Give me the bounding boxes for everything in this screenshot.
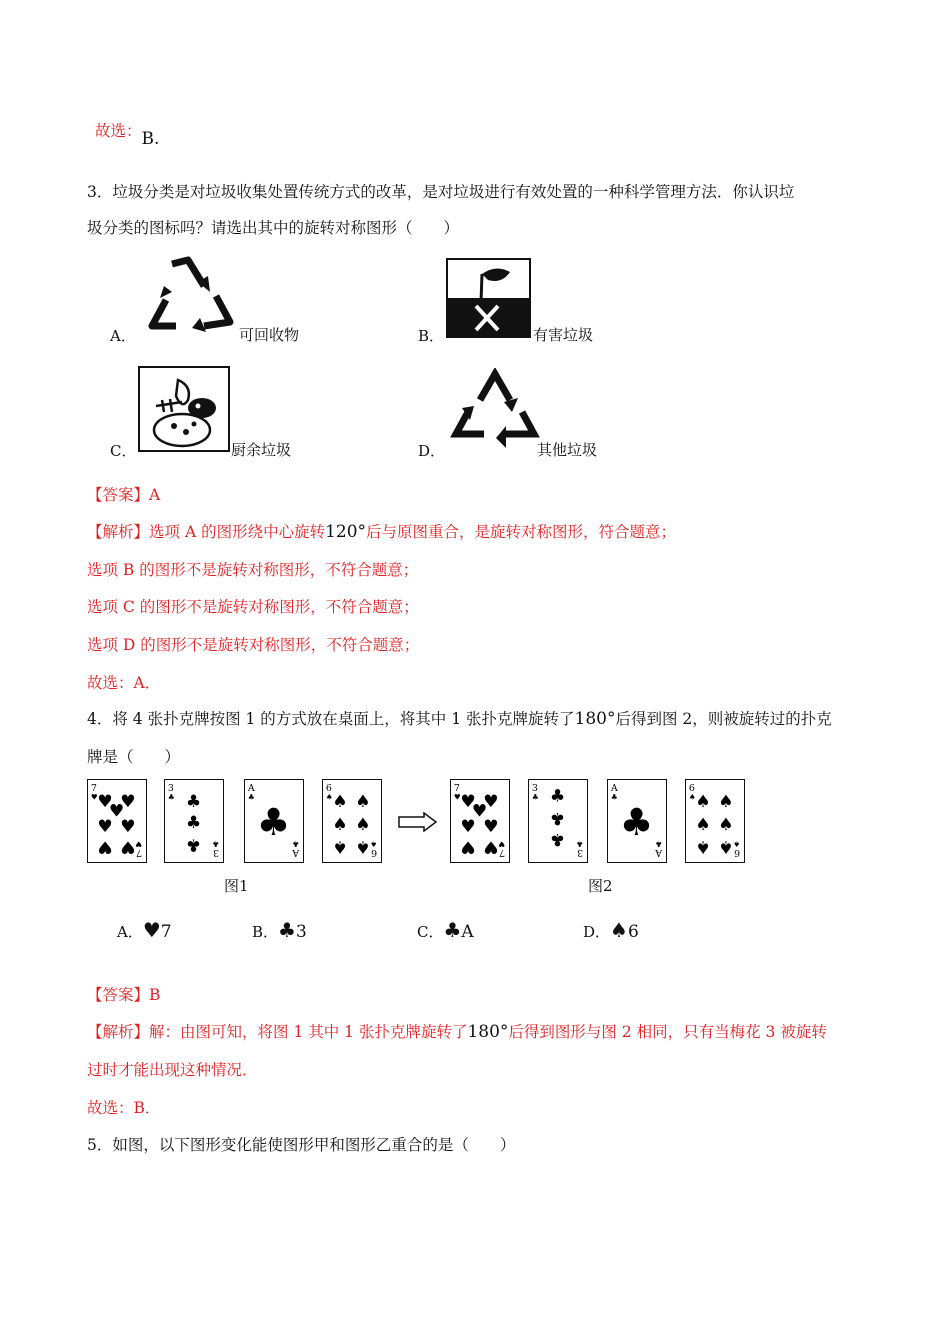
- playing-card-fig1-1: [87, 779, 147, 863]
- card-rank-label: A: [655, 846, 663, 858]
- q4-analysis-line1: 【解析】解：由图可知，将图 1 其中 1 张扑克牌旋转了180°后得到图形与图 2 相同，只有当梅花 3 被旋转: [87, 1022, 827, 1042]
- club-pip-icon: ♣: [185, 792, 202, 813]
- heart-pip-icon: ♥: [460, 836, 476, 857]
- q4-option-a: A．♥7: [117, 918, 172, 942]
- q3-conclusion: 故选：A．: [87, 674, 161, 692]
- q3-option-a-letter: A．: [110, 327, 136, 345]
- card-rank-label: 7: [90, 783, 97, 795]
- heart-icon: ♥: [498, 839, 506, 849]
- kitchen-waste-icon: [138, 366, 230, 452]
- spade-pip-icon: ♠: [695, 815, 711, 835]
- heart-pip-icon: ♥: [460, 792, 476, 813]
- spade-icon: ♠: [733, 839, 741, 849]
- q3-option-c-caption: 厨余垃圾: [231, 441, 292, 459]
- card-rank-label: 7: [136, 846, 143, 858]
- spade-pip-icon: ♠: [355, 792, 371, 813]
- heart-pip-icon: ♥: [483, 836, 499, 857]
- q3-option-c-letter: C．: [110, 442, 137, 460]
- spade-icon: ♠: [610, 918, 628, 942]
- q4-option-b: B．♣3: [252, 918, 307, 942]
- q3-option-d-caption: 其他垃圾: [537, 441, 598, 459]
- card-rank-label: 6: [734, 846, 741, 858]
- spade-pip-icon: ♠: [355, 836, 371, 857]
- heart-pip-icon: ♥: [120, 792, 136, 813]
- q3-analysis-line1: 【解析】选项 A 的图形绕中心旋转120°后与原图重合，是旋转对称图形，符合题意；: [87, 522, 677, 542]
- heart-pip-icon: ♥: [120, 836, 136, 857]
- q3-analysis-line2: 选项 B 的图形不是旋转对称图形，不符合题意；: [87, 561, 419, 579]
- card-rank-label: 3: [531, 783, 538, 795]
- card-rank-label: 7: [453, 783, 460, 795]
- heart-icon: ♥: [90, 792, 98, 802]
- spade-pip-icon: ♠: [718, 836, 734, 857]
- heart-pip-icon: ♥: [460, 816, 476, 837]
- club-icon: ♣: [278, 918, 296, 942]
- playing-card-fig1-4: [322, 779, 382, 863]
- club-pip-icon: ♣: [619, 799, 654, 844]
- club-icon: ♣: [531, 792, 539, 802]
- q4-stem-line2: 牌是（ ）: [87, 748, 181, 766]
- club-pip-icon: ♣: [185, 813, 202, 834]
- club-pip-icon: ♣: [549, 828, 566, 849]
- q4-stem-line1: 4．将 4 张扑克牌按图 1 的方式放在桌面上，将其中 1 张扑克牌旋转了180°后得到图 2，则被旋转过的扑克: [87, 709, 832, 729]
- q3-stem-line1: 3．垃圾分类是对垃圾收集处置传统方式的改革，是对垃圾进行有效处置的一种科学管理方法．你认识垃: [87, 183, 795, 201]
- q4-conclusion: 故选：B．: [87, 1099, 161, 1117]
- heart-pip-icon: ♥: [483, 816, 499, 837]
- spade-icon: ♠: [325, 792, 333, 802]
- other-waste-icon: [450, 368, 540, 452]
- q5-stem-line1: 5．如图，以下图形变化能使图形甲和图形乙重合的是（ ）: [87, 1136, 516, 1154]
- heart-pip-icon: ♥: [483, 792, 499, 813]
- heart-pip-icon: ♥: [120, 816, 136, 837]
- club-icon: ♣: [167, 792, 175, 802]
- heart-pip-icon: ♥: [97, 836, 113, 857]
- card-rank-label: 3: [577, 846, 584, 858]
- heart-icon: ♥: [453, 792, 461, 802]
- playing-card-fig2-3: [607, 779, 667, 863]
- q3-analysis-line3: 选项 C 的图形不是旋转对称图形，不符合题意；: [87, 598, 419, 616]
- spade-icon: ♠: [370, 839, 378, 849]
- q3-option-b-letter: B．: [418, 327, 445, 345]
- card-rank-label: 7: [499, 846, 506, 858]
- card-rank-label: 3: [167, 783, 174, 795]
- club-icon: ♣: [655, 839, 663, 849]
- spade-pip-icon: ♠: [355, 815, 371, 835]
- q3-option-a-caption: 可回收物: [239, 326, 300, 344]
- spade-pip-icon: ♠: [695, 836, 711, 857]
- spade-icon: ♠: [688, 792, 696, 802]
- card-rank-label: A: [292, 846, 300, 858]
- heart-pip-icon: ♥: [97, 792, 113, 813]
- heart-pip-icon: ♥: [108, 801, 125, 822]
- club-icon: ♣: [576, 839, 584, 849]
- recycle-icon: [146, 256, 236, 332]
- heart-pip-icon: ♥: [471, 801, 488, 822]
- q3-stem-line2: 圾分类的图标吗？请选出其中的旋转对称图形（ ）: [87, 219, 460, 237]
- playing-card-fig2-4: [685, 779, 745, 863]
- prev-conclusion: 故选：B.: [95, 122, 160, 149]
- figure-2-caption: 图2: [588, 877, 613, 895]
- card-rank-label: 6: [688, 783, 695, 795]
- club-icon: ♣: [610, 792, 618, 802]
- hazard-icon: [446, 258, 531, 338]
- spade-pip-icon: ♠: [695, 792, 711, 813]
- card-rank-label: 6: [371, 846, 378, 858]
- card-rank-label: 3: [213, 846, 220, 858]
- playing-card-fig2-2: [528, 779, 588, 863]
- q4-option-d: D．♠6: [583, 918, 639, 942]
- card-rank-label: A: [247, 783, 255, 795]
- heart-pip-icon: ♥: [97, 816, 113, 837]
- playing-card-fig2-1: [450, 779, 510, 863]
- playing-card-fig1-2: [164, 779, 224, 863]
- q4-answer: 【答案】B: [87, 986, 161, 1004]
- club-pip-icon: ♣: [549, 807, 566, 828]
- spade-pip-icon: ♠: [718, 792, 734, 813]
- q3-answer: 【答案】A: [87, 486, 161, 504]
- club-pip-icon: ♣: [256, 799, 291, 844]
- figure-1-caption: 图1: [224, 877, 249, 895]
- heart-icon: ♥: [135, 839, 143, 849]
- club-pip-icon: ♣: [549, 786, 566, 807]
- q3-analysis-line4: 选项 D 的图形不是旋转对称图形，不符合题意；: [87, 636, 420, 654]
- q3-option-b-caption: 有害垃圾: [533, 326, 594, 344]
- arrow-right-icon: [398, 812, 438, 832]
- card-rank-label: 6: [325, 783, 332, 795]
- q4-option-c: C．♣A: [417, 918, 474, 942]
- q3-option-d-letter: D．: [418, 442, 446, 460]
- playing-card-fig1-3: [244, 779, 304, 863]
- heart-icon: ♥: [142, 918, 161, 942]
- q4-analysis-line2: 过时才能出现这种情况．: [87, 1061, 258, 1079]
- club-icon: ♣: [247, 792, 255, 802]
- card-rank-label: A: [610, 783, 618, 795]
- spade-pip-icon: ♠: [332, 792, 348, 813]
- club-icon: ♣: [292, 839, 300, 849]
- spade-pip-icon: ♠: [332, 815, 348, 835]
- spade-pip-icon: ♠: [718, 815, 734, 835]
- club-icon: ♣: [443, 918, 462, 942]
- spade-pip-icon: ♠: [332, 836, 348, 857]
- club-icon: ♣: [212, 839, 220, 849]
- club-pip-icon: ♣: [185, 834, 202, 855]
